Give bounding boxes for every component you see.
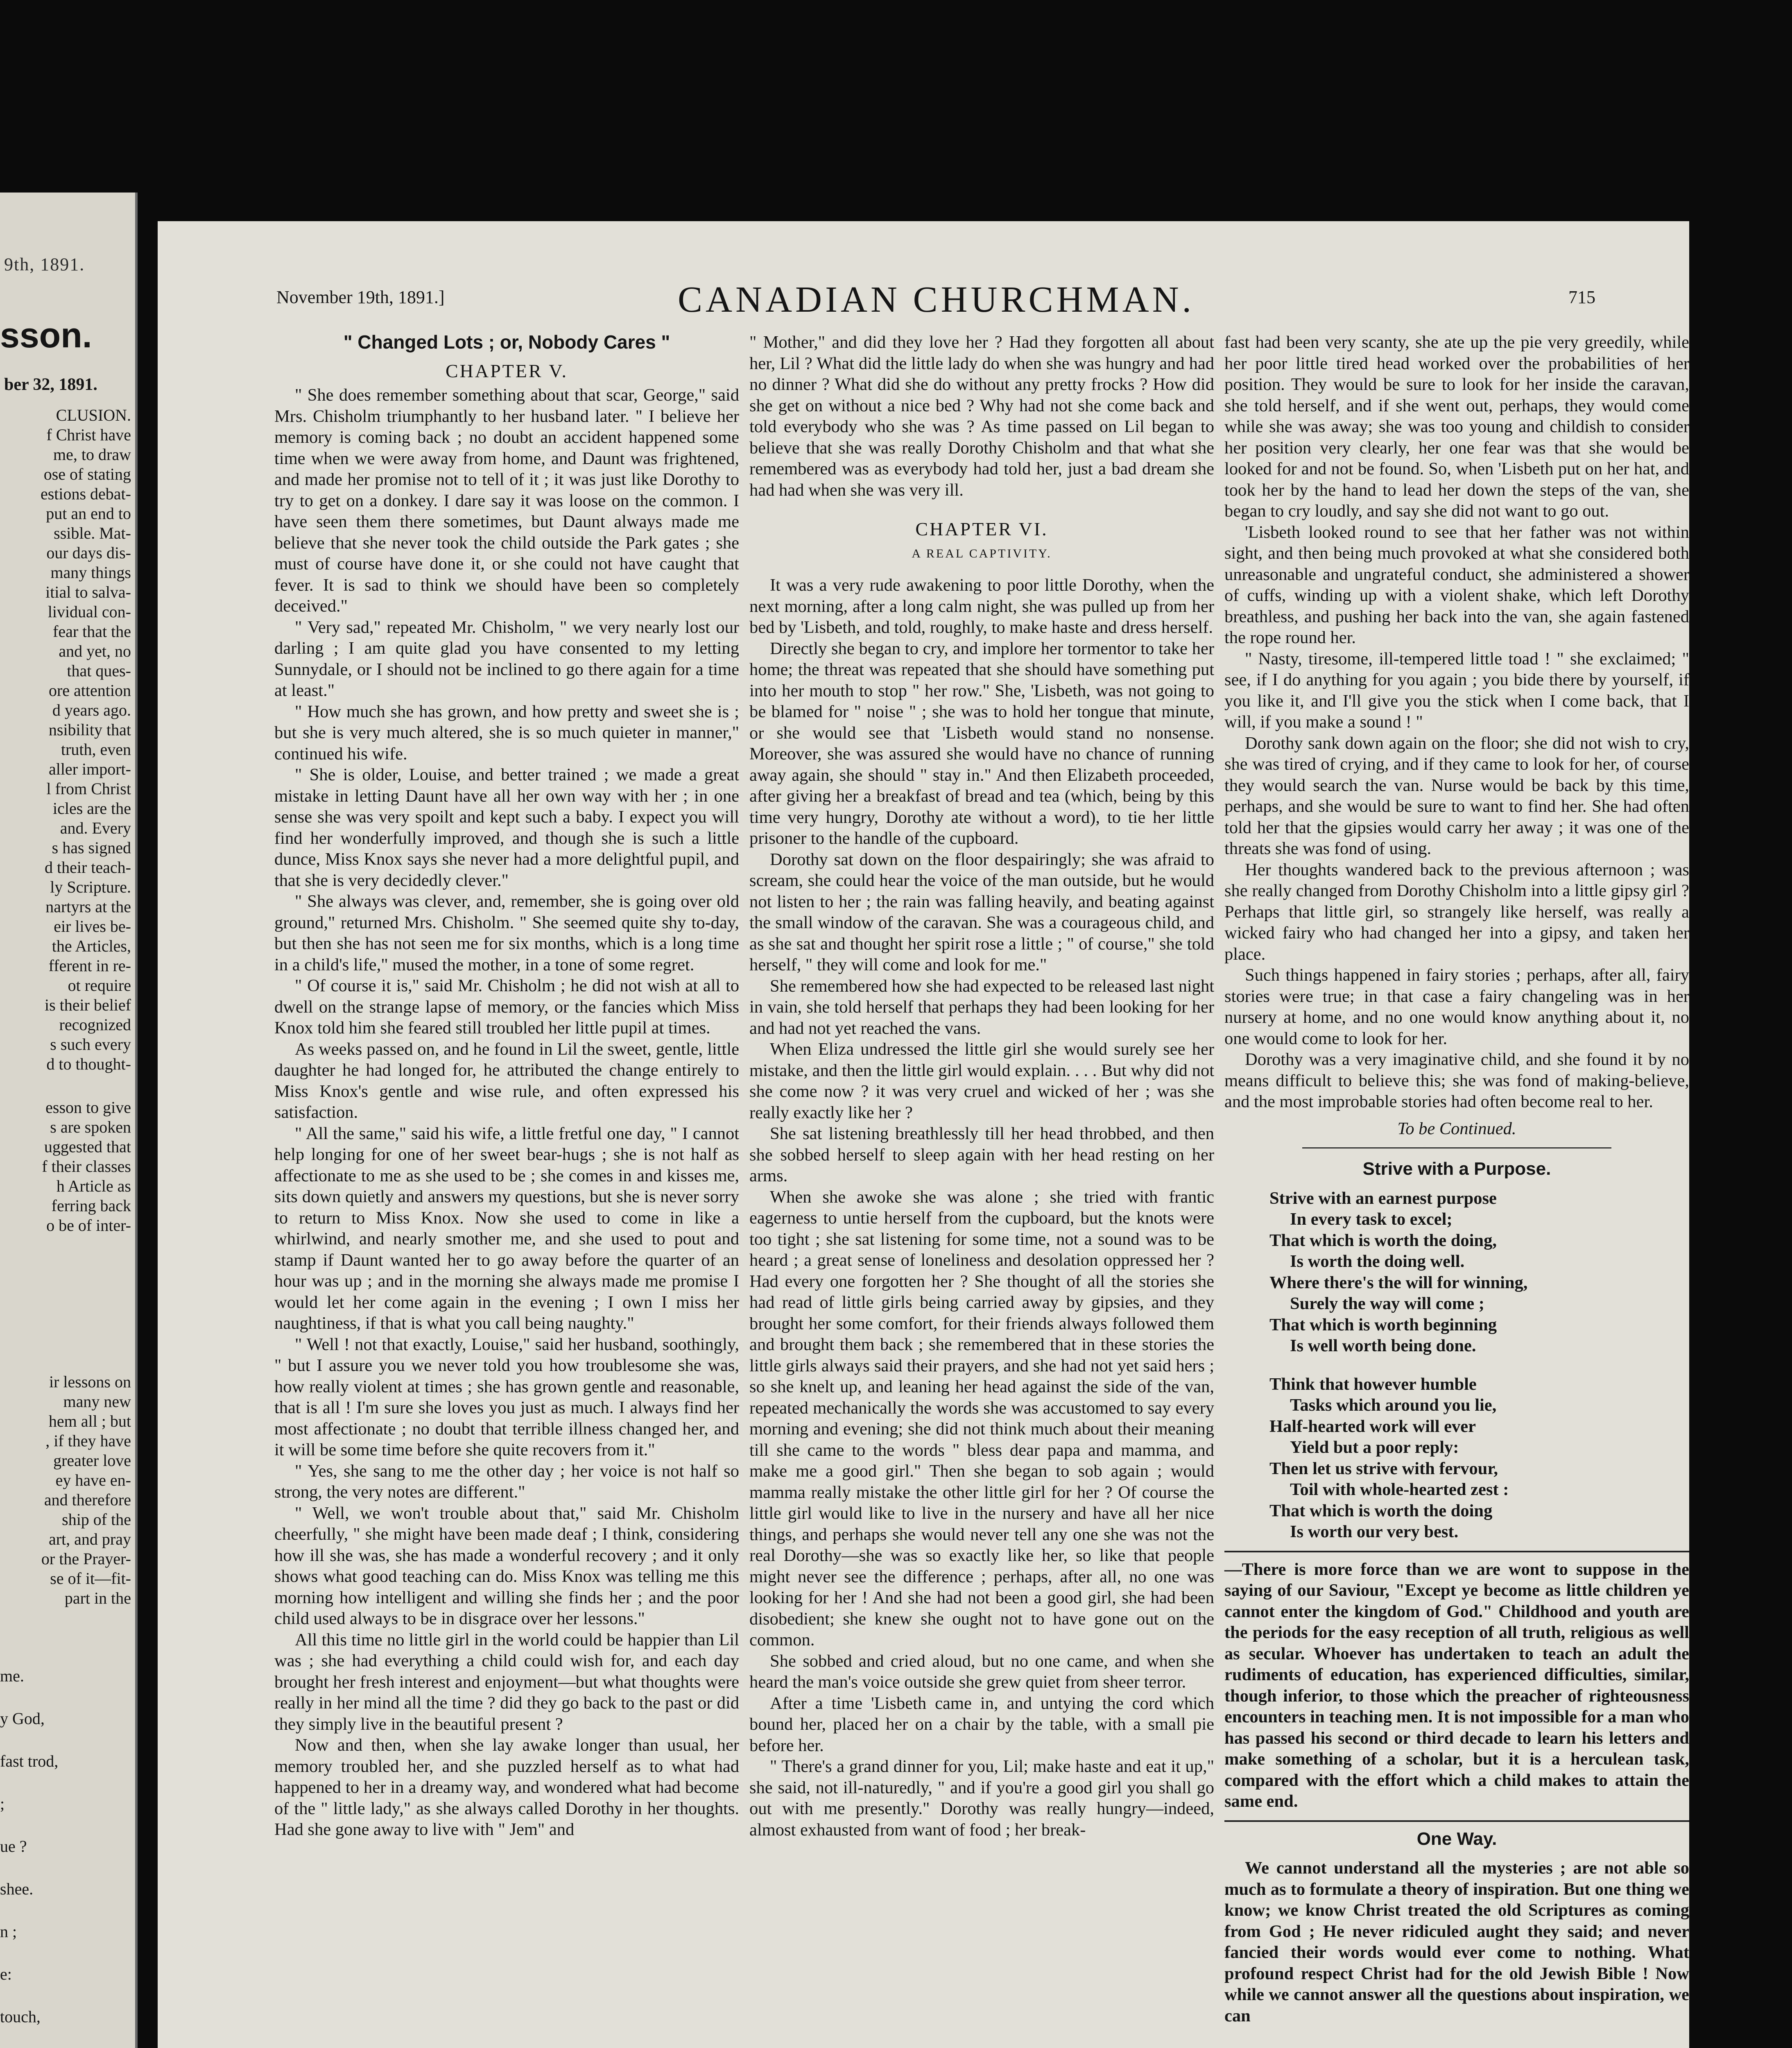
paragraph: After a time 'Lisbeth came in, and untying the cord which bound her, placed her on a chair by the table, with a small pie before her. — [749, 1693, 1214, 1755]
text-line: nsibility that — [48, 720, 131, 739]
text-line: ssible. Mat- — [54, 524, 131, 542]
paragraph: " Very sad," repeated Mr. Chisholm, " we very nearly lost our darling ; I am quite glad you have consented to my letting Sunnydale, or I should not be inclined to go there again for a time at least." — [274, 617, 739, 700]
text-line: CLUSION. — [56, 406, 131, 424]
text-line: that ques- — [67, 662, 131, 680]
story-paragraphs — [749, 575, 1214, 1840]
text-line: many things — [50, 563, 131, 582]
paragraph: She remembered how she had expected to be released last night in vain, she told herself that perhaps they had been looking for her and had not yet reached the vans. — [749, 976, 1214, 1038]
text-line: nartyrs at the — [45, 897, 131, 916]
poem-line: Tasks which around you lie, — [1290, 1396, 1497, 1415]
masthead — [158, 274, 1689, 319]
poem-title: Strive with a Purpose. — [1362, 1159, 1551, 1179]
poem-line: In every task to excel; — [1290, 1210, 1453, 1229]
chapter-subtitle: A REAL CAPTIVITY. — [912, 546, 1052, 560]
continued-paragraph: fast had been very scanty, she ate up the pie very greedily, while her poor little tired head worked over the probabilities of her position. They would be sure to look for her inside the caravan, she told herself, and if she went out, perhaps, they would come while she was away; she was too young and childish to consider her position very clearly, her one fear was that she would be looked for and not be found. So, when 'Lisbeth put on her hat, and took her by the hand to lead her down the steps of the van, she began to cry loudly, and say she did not want to go out. — [1224, 333, 1689, 521]
text-line: ; — [0, 1794, 5, 1813]
text-line: d their teach- — [45, 858, 131, 877]
poem-line: That which is worth beginning — [1269, 1315, 1497, 1334]
paragraph: " She is older, Louise, and better trained ; we made a great mistake in letting Daunt have all her own way with her ; in one sense she was very spoilt and kept such a baby. I expect you will find her wonderfully improved, and though she is such a little dunce, Miss Knox says she never had a more delightful pupil, and that she is very decidedly clever." — [274, 765, 739, 890]
paragraph: Dorothy was a very imaginative child, and she found it by no means difficult to believe this; she was fond of making-believe, and the most improbable stories had often become real to her. — [1224, 1050, 1689, 1111]
poem-line: Toil with whole-hearted zest : — [1290, 1480, 1509, 1499]
text-line: ferring back — [51, 1196, 131, 1215]
article-title: One Way. — [1416, 1828, 1497, 1849]
text-line: or the Prayer- — [41, 1550, 131, 1568]
paragraph: As weeks passed on, and he found in Lil the sweet, gentle, little daughter he had longed for, he attributed the change entirely to Miss Knox's gentle and wise rule, and often expressed his satisfaction. — [274, 1039, 739, 1122]
poem-line: Where there's the will for winning, — [1269, 1273, 1528, 1292]
page-number: 715 — [1568, 287, 1595, 307]
poem-line: That which is worth the doing, — [1269, 1230, 1497, 1250]
text-line: d years ago. — [52, 701, 131, 719]
paragraph: " All the same," said his wife, a little fretful one day, " I cannot help longing for one of her sweet bear-hugs ; she is not half as affectionate to me as she used to be ; she comes in and kisses me, sits down quietly and answers my questions, but she is never sorry to return to Miss Knox. Now she used to come in like a whirlwind, and nearly smother me, and she used to pout and stamp if Daunt wanted her to go away before the quarter of an hour was up ; and in the morning she always made me promise I would let her come again in the evening ; I own I miss her naughtiness, if that is what you call being naughty." — [274, 1124, 739, 1333]
adjacent-page-title: sson. — [0, 316, 92, 355]
text-line: recognized — [59, 1015, 131, 1034]
text-line: ue ? — [0, 1837, 27, 1855]
column-3 — [1224, 332, 1689, 2026]
text-line: s are spoken — [50, 1118, 131, 1136]
text-line: itial to salva- — [45, 583, 131, 601]
text-line: me. — [0, 1667, 24, 1685]
text-line: our days dis- — [46, 544, 131, 562]
text-line: fferent in re- — [48, 956, 131, 975]
saviour-paragraph: —There is more force than we are wont to suppose in the saying of our Saviour, "Except ye become as little children ye cannot enter the kingdom of God." Childhood and youth are the periods for the easy reception of all truth, religious as well as secular. Whoever has undertaken to teach an adult the rudiments of education, has experienced difficulties, similar, though inferior, to those which the preacher of righteousness encounters in teaching men. It is not impossible for a man who has passed his second or third decade to learn his letters and make something of a scholar, but it is a herculean task, compared with the effort which a child makes to attain the same end. — [1224, 1559, 1689, 1811]
text-line: y God, — [0, 1709, 45, 1728]
paragraph: " Nasty, tiresome, ill-tempered little toad ! " she exclaimed; " see, if I do anything for you again ; you bide there by yourself, if you like it, and I'll give you the stick when I come back, that I will, if you make a sound ! " — [1224, 649, 1689, 732]
paragraph: She sat listening breathlessly till her head throbbed, and then she sobbed herself to sleep again with her head resting on her arms. — [749, 1124, 1214, 1185]
poem-line: Strive with an earnest purpose — [1269, 1188, 1497, 1208]
paragraph: " Of course it is," said Mr. Chisholm ; he did not wish at all to dwell on the strange lapse of memory, or the fancies which Miss Knox told him she feared still troubled her little pupil at times. — [274, 976, 739, 1038]
adjacent-text-block-4 — [0, 1655, 131, 2038]
paragraph: When Eliza undressed the little girl she would surely see her mistake, and then the little girl would explain. . . . But why did not she come now ? it was very cruel and wicked of her ; was she really exactly like her ? — [749, 1040, 1214, 1122]
newspaper-page — [158, 221, 1689, 2048]
text-line: fear that the — [53, 622, 131, 641]
paragraph: " Yes, she sang to me the other day ; her voice is not half so strong, the very notes are different." — [274, 1461, 739, 1502]
paragraph: Dorothy sat down on the floor despairingly; she was afraid to scream, she could hear the voice of the man outside, but he would not listen to her ; the rain was falling heavily, and beating against the small window of the caravan. She was a courageous child, and as she sat and thought her spirit rose a little ; " of course," she told herself, " they will come and look for me." — [749, 850, 1214, 974]
adjacent-text-block-3 — [0, 1372, 131, 1608]
divider — [1224, 1820, 1689, 1822]
text-line: put an end to — [46, 504, 131, 523]
text-line: l from Christ — [46, 779, 131, 798]
text-line: ose of stating — [43, 465, 131, 483]
paragraph: All this time no little girl in the world could be happier than Lil was ; she had everything a child could wish for, and each day brought her fresh interest and enjoyment—but what thoughts were really in her mind all the time ? did they go back to the past or did they simply live in the beautiful present ? — [274, 1630, 739, 1734]
chapter-heading: CHAPTER VI. — [915, 519, 1048, 539]
issue-date: November 19th, 1891.] — [276, 287, 445, 307]
poem-line: Then let us strive with fervour, — [1269, 1459, 1498, 1478]
poem-line: Yield but a poor reply: — [1290, 1438, 1459, 1457]
paragraph: When she awoke she was alone ; she tried with frantic eagerness to untie herself from the cupboard, but the knots were too tight ; she sat listening for some time, not a sound was to be heard ; a great sense of loneliness and desolation oppressed her ? Had every one forgotten her ? She thought of all the stories she had read of little girls being carried away by gipsies, and they brought her some comfort, for their friends always followed them and brought them back ; she remembered that in these stories the little girls always said their prayers, and she had not yet said hers ; so she knelt up, and leaning her head against the side of the van, repeated mechanically the words she was accustomed to say every morning and evening; she did not think much about their meaning till she came to the words " bless dear papa and mamma, and make me a good girl." Then she began to sob again ; would mamma really mistake the other little girl for her ? Of course the little girl would like to live in the nursery and have all her nice things, and perhaps she would never tell any one she was not the real Dorothy—she was so exactly like her, so like that people might never see the difference ; perhaps, after all, no one was looking for her ! And she had not been a good girl, she had been disobedient; she knew she ought not to have gone out on the common. — [749, 1187, 1214, 1649]
divider — [1302, 1147, 1611, 1149]
text-line: d to thought- — [46, 1055, 131, 1073]
poem — [1269, 1188, 1689, 1543]
text-line: icles are the — [53, 799, 131, 818]
paragraph: " How much she has grown, and how pretty and sweet she is ; but she is very much altered, she is so much quieter in manner," continued his wife. — [274, 702, 739, 763]
text-line: eir lives be- — [54, 917, 131, 936]
poem-line: Is worth the doing well. — [1290, 1252, 1465, 1271]
poem-stanza — [1269, 1188, 1689, 1357]
story-title: " Changed Lots ; or, Nobody Cares " — [343, 331, 670, 353]
text-line: s such every — [50, 1035, 131, 1053]
chapter-heading: CHAPTER V. — [445, 360, 568, 381]
paragraph: Directly she began to cry, and implore her tormentor to take her home; the threat was repeated that she should have something put into her mouth to stop " her row." She, 'Lisbeth, was not going to be blamed for " noise " ; she was to hold her tongue that minute, or she would see that 'Lisbeth would stand no nonsense. Moreover, she was assured she would have no chance of running away again, she should " stay in." And then Elizabeth proceeded, after giving her a breakfast of bread and tea (which, being by this time very hungry, Dorothy ate without a word), to tie her little prisoner to the handle of the cupboard. — [749, 639, 1214, 848]
text-line: esson to give — [45, 1098, 131, 1117]
paragraph: " There's a grand dinner for you, Lil; make haste and eat it up," she said, not ill-naturedly, " and if you're a good girl you shall go out with me presently." Dorothy was really hungry—indeed, almost exhausted from want of food ; her break- — [749, 1757, 1214, 1840]
divider — [1224, 1551, 1689, 1552]
poem-line: That which is worth the doing — [1269, 1501, 1493, 1520]
poem-line: Half-hearted work will ever — [1269, 1416, 1476, 1436]
paragraph: She sobbed and cried aloud, but no one came, and when she heard the man's voice outside she grew quiet from sheer terror. — [749, 1651, 1214, 1692]
text-line: me, to draw — [53, 445, 131, 464]
paragraph: " She does remember something about that scar, George," said Mrs. Chisholm triumphantly to her husband later. " I believe her memory is coming back ; no doubt an accident happened some time when we were away from home, and Daunt was frightened, and made her promise not to tell of it ; it was just like Dorothy to try to get on a donkey. I dare say it was loose on the common. I have seen them there sometimes, but Daunt always made me believe that she never took the child outside the Park gates ; she must of course have done it, or she could not have caught that fever. It is sad to think we should have been so completely deceived." — [274, 385, 739, 616]
poem-line: Is well worth being done. — [1290, 1336, 1476, 1355]
column-1 — [274, 332, 739, 1840]
text-line: lividual con- — [48, 603, 131, 621]
text-line: h Article as — [56, 1177, 131, 1195]
text-line: part in the — [64, 1589, 131, 1607]
paragraph: Her thoughts wandered back to the previous afternoon ; was she really changed from Dorothy Chisholm into a little gipsy girl ? Perhaps that little girl, so strangely like herself, was really a wicked fairy who had changed her into a gipsy, and taken her place. — [1224, 860, 1689, 964]
story-paragraphs — [274, 385, 739, 1840]
text-line: touch, — [0, 2007, 41, 2026]
text-line: uggested that — [44, 1137, 131, 1156]
text-line: ship of the — [62, 1510, 131, 1529]
text-line: ore attention — [48, 681, 131, 700]
poem-line: Surely the way will come ; — [1290, 1294, 1484, 1313]
text-line: , if they have — [45, 1432, 131, 1450]
text-line: is their belief — [44, 996, 131, 1014]
adjacent-text-block-2 — [0, 1098, 131, 1235]
paragraph: Such things happened in fairy stories ; perhaps, after all, fairy stories were true; in that case a fairy changeling was in her nursery at home, and no one would know anything about it, no one would come to look for her. — [1224, 965, 1689, 1048]
to-be-continued: To be Continued. — [1397, 1119, 1516, 1138]
story-paragraphs — [1224, 522, 1689, 1112]
poem-line: Think that however humble — [1269, 1374, 1477, 1394]
text-line: fast trod, — [0, 1752, 59, 1770]
article-paragraph: We cannot understand all the mysteries ; are not able so much as to formulate a theory of inspiration. But one thing we know; we know Christ treated the old Scriptures as coming from God ; He never ridiculed aught they said; and never fancied their words would ever come to nothing. What profound respect Christ had for the old Jewish Bible ! Now while we cannot answer all the questions about inspiration, we can — [1224, 1858, 1689, 2025]
newspaper-title: CANADIAN CHURCHMAN. — [678, 279, 1195, 320]
paragraph: 'Lisbeth looked round to see that her father was not within sight, and then being much provoked at what she considered both unreasonable and ungrateful conduct, she administered a shower of cuffs, winding up with a violent shake, which left Dorothy breathless, and pushing her back into the van, she again fastened the rope round her. — [1224, 522, 1689, 647]
paragraph: Now and then, when she lay awake longer than usual, her memory troubled her, and she puzzled herself as to what had happened to her in a dreamy way, and wondered what had become of the " little lady," as she always called Dorothy in her thoughts. Had she gone away to live with " Jem" and — [274, 1735, 739, 1839]
adjacent-page-subtitle: ber 32, 1891. — [4, 375, 97, 394]
text-line: many new — [63, 1392, 131, 1411]
text-line: se of it—fit- — [50, 1569, 131, 1588]
text-line: aller import- — [48, 760, 131, 778]
text-line: art, and pray — [48, 1530, 131, 1548]
adjacent-text-block-1 — [0, 406, 131, 1074]
text-line: s has signed — [52, 838, 131, 857]
text-line: greater love — [53, 1451, 131, 1470]
text-line: the Articles, — [52, 937, 131, 955]
text-line: ly Scripture. — [50, 878, 131, 896]
text-line: truth, even — [61, 740, 131, 759]
text-line: estions debat- — [40, 485, 131, 503]
text-line: hem all ; but — [48, 1412, 131, 1430]
text-line: f Christ have — [46, 426, 131, 444]
text-line: and. Every — [60, 819, 131, 837]
text-line: e: — [0, 1965, 12, 1983]
paragraph: " Well ! not that exactly, Louise," said her husband, soothingly, " but I assure you we never told you how troublesome she was, how really violent at times ; she has grown gentle and reasonable, that is all ! I'm sure she loves you just as much. I always find her most affectionate ; no doubt that terrible illness changed her, and it will be some time before she quite recovers from it." — [274, 1334, 739, 1459]
poem-line: Is worth our very best. — [1290, 1522, 1459, 1541]
adjacent-page-fragment — [0, 193, 138, 2048]
text-line: ir lessons on — [49, 1373, 131, 1391]
paragraph: Dorothy sank down again on the floor; she did not wish to cry, she was tired of crying, and if they came to look for her, of course they would search the van. Nurse would be back by this time, perhaps, and she would be sure to want to find her. She had often told her that the gipsies would carry her away ; it was one of the threats she was fond of using. — [1224, 733, 1689, 858]
text-line: f their classes — [42, 1157, 131, 1176]
paragraph: " She always was clever, and, remember, she is going over old ground," returned Mrs. Chisholm. " She seemed quite shy to-day, but then she has not seen me for six months, which is a long time in a child's life," mused the mother, in a tone of some regret. — [274, 892, 739, 974]
paragraph: " Well, we won't trouble about that," said Mr. Chisholm cheerfully, " she might have been made deaf ; I think, considering how ill she was, she has made a wonderful recovery ; and it only shows what good teaching can do. Miss Knox was telling me this morning how intelligent and willing she finds her ; and the poor child used always to be in disgrace over her lessons." — [274, 1503, 739, 1628]
text-line: n ; — [0, 1922, 17, 1941]
text-line: ey have en- — [55, 1471, 131, 1489]
text-line: o be of inter- — [46, 1216, 131, 1235]
text-line: ot require — [68, 976, 131, 995]
poem-stanza — [1269, 1374, 1689, 1543]
column-2 — [749, 332, 1214, 1840]
text-line: and yet, no — [59, 642, 131, 660]
paragraph: It was a very rude awakening to poor little Dorothy, when the next morning, after a long calm night, she was pulled up from her bed by 'Lisbeth, and told, roughly, to make haste and dress herself. — [749, 575, 1214, 637]
continued-paragraph: " Mother," and did they love her ? Had they forgotten all about her, Lil ? What did the little lady do when she was hungry and had no dinner ? What did she do without any pretty frocks ? How did she get on without a nice bed ? Why had not she come back and told everybody who she was ? As time passed on Lil began to believe that she was really Dorothy Chisholm and that what she remembered was as everybody had told her, just a bad dream she had had when she was very ill. — [749, 333, 1214, 500]
text-line: shee. — [0, 1880, 34, 1898]
adjacent-page-header: 9th, 1891. — [4, 254, 85, 274]
text-line: and therefore — [44, 1491, 131, 1509]
